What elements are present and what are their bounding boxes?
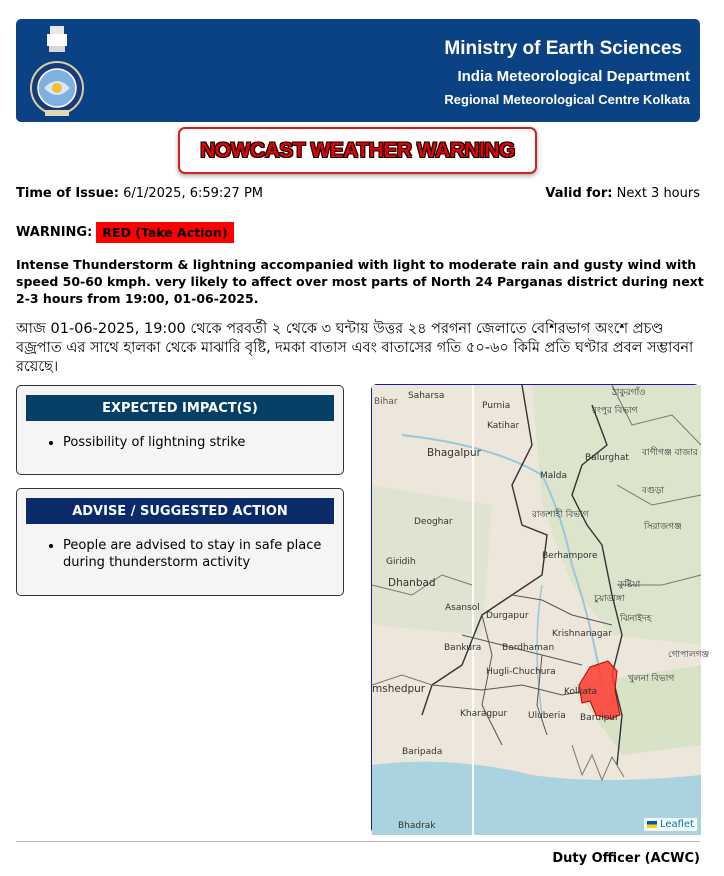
advise-list <box>63 537 343 571</box>
duty-officer: Duty Officer (ACWC) <box>552 851 700 866</box>
warning-banner-text: NOWCAST WEATHER WARNING <box>200 138 515 162</box>
map-label: বগুড়া <box>642 486 665 496</box>
map-label: Baripada <box>402 747 443 757</box>
emblem-icon <box>28 24 86 118</box>
map-label: Bhagalpur <box>427 447 481 459</box>
map-label: Bardhaman <box>502 643 555 653</box>
map-label: Asansol <box>445 603 480 613</box>
leaflet-attribution[interactable] <box>644 818 697 831</box>
warning-banner <box>178 127 537 174</box>
warning-level-badge: RED (Take Action) <box>96 222 233 243</box>
map-label: Giridih <box>386 557 416 567</box>
advise-card <box>16 488 344 596</box>
map-label: Balurghat <box>585 453 629 463</box>
list-item: • People are advised to stay in safe place during thunderstorm activity <box>63 537 343 571</box>
valid-for <box>545 186 700 201</box>
map-label: খুলনা বিভাগ <box>628 674 675 684</box>
list-item: • Possibility of lightning strike <box>63 434 343 451</box>
map-label: Krishnanagar <box>552 629 612 639</box>
map-label: Durgapur <box>486 611 529 621</box>
expected-impact-card <box>16 385 344 475</box>
leaflet-link[interactable]: Leaflet <box>659 819 694 830</box>
time-of-issue-value: 6/1/2025, 6:59:27 PM <box>123 186 264 201</box>
map-label: Bihar <box>374 397 398 407</box>
map-label: Kolkata <box>564 687 598 697</box>
map-label: Uluberia <box>528 711 566 721</box>
map-label: Kharagpur <box>460 709 508 719</box>
map-label: mshedpur <box>372 683 426 695</box>
warning-label: WARNING: <box>16 225 93 240</box>
description-bengali: আজ 01-06-2025, 19:00 থেকে পরবর্তী ২ থেকে ৩ ঘন্টায় উত্তর ২৪ পরগনা জেলাতে বেশিরভাগ অংশে প্রচণ্ড বজ্রপাত এর সাথে হালকা থেকে মাঝারি বৃষ্টি, দমকা বাতাস এবং বাতাসের গতি ৫০-৬০ কিমি প্রতি ঘণ্টার প্রবল সম্ভাবনা রয়েছে। <box>16 321 694 375</box>
map-label: ঠাকুরগাঁও <box>612 388 646 398</box>
warning-map[interactable] <box>371 384 710 834</box>
ministry-title: Ministry of Earth Sciences <box>444 38 682 59</box>
map-label: ঝিনাইদহ <box>620 614 652 624</box>
map-label: Malda <box>540 471 568 481</box>
map-label: রাজশাহী বিভাগ <box>532 510 589 520</box>
map-label: Hugli-Chuchura <box>486 667 556 677</box>
ukraine-flag-icon <box>647 821 657 828</box>
map-label: Berhampore <box>542 551 598 561</box>
footer-divider <box>16 841 700 842</box>
time-of-issue-label: Time of Issue: <box>16 186 119 201</box>
map-label: Bhadrak <box>398 821 436 831</box>
map-label: বাগীগঞ্জ বাজার <box>642 448 698 458</box>
warning-row <box>16 222 234 243</box>
map-label: গোপালগঞ্জ <box>668 650 710 660</box>
map-label: Baruipur <box>580 713 619 723</box>
centre-title: Regional Meteorological Centre Kolkata <box>444 92 690 107</box>
valid-for-label: Valid for: <box>545 186 613 201</box>
valid-for-value: Next 3 hours <box>616 186 700 201</box>
map-label: Purnia <box>482 401 511 411</box>
map-label: Bankura <box>444 643 482 653</box>
time-of-issue <box>16 186 263 201</box>
expected-impact-title: EXPECTED IMPACT(S) <box>26 395 334 421</box>
map-label: কুষ্টিয়া <box>618 580 641 590</box>
map-label: Katihar <box>487 421 520 431</box>
department-title: India Meteorological Department <box>457 68 690 85</box>
map-label: চুয়াডাঙ্গা <box>594 594 625 604</box>
map-label: Saharsa <box>408 391 445 401</box>
map-label: রংপুর বিভাগ <box>592 406 638 416</box>
map-label: Dhanbad <box>388 577 436 589</box>
map-label: সিরাজগঞ্জ <box>644 522 682 532</box>
impact-list <box>63 434 343 451</box>
map-label: Deoghar <box>414 517 453 527</box>
header-banner <box>16 19 700 122</box>
description-english: Intense Thunderstorm & lightning accompanied with light to moderate rain and gusty wind with speed 50-60 kmph. very likely to affect over most parts of North 24 Parganas district during next 2-3 hours from 19:00, 01-06-2025. <box>16 257 704 306</box>
advise-title: ADVISE / SUGGESTED ACTION <box>26 498 334 524</box>
